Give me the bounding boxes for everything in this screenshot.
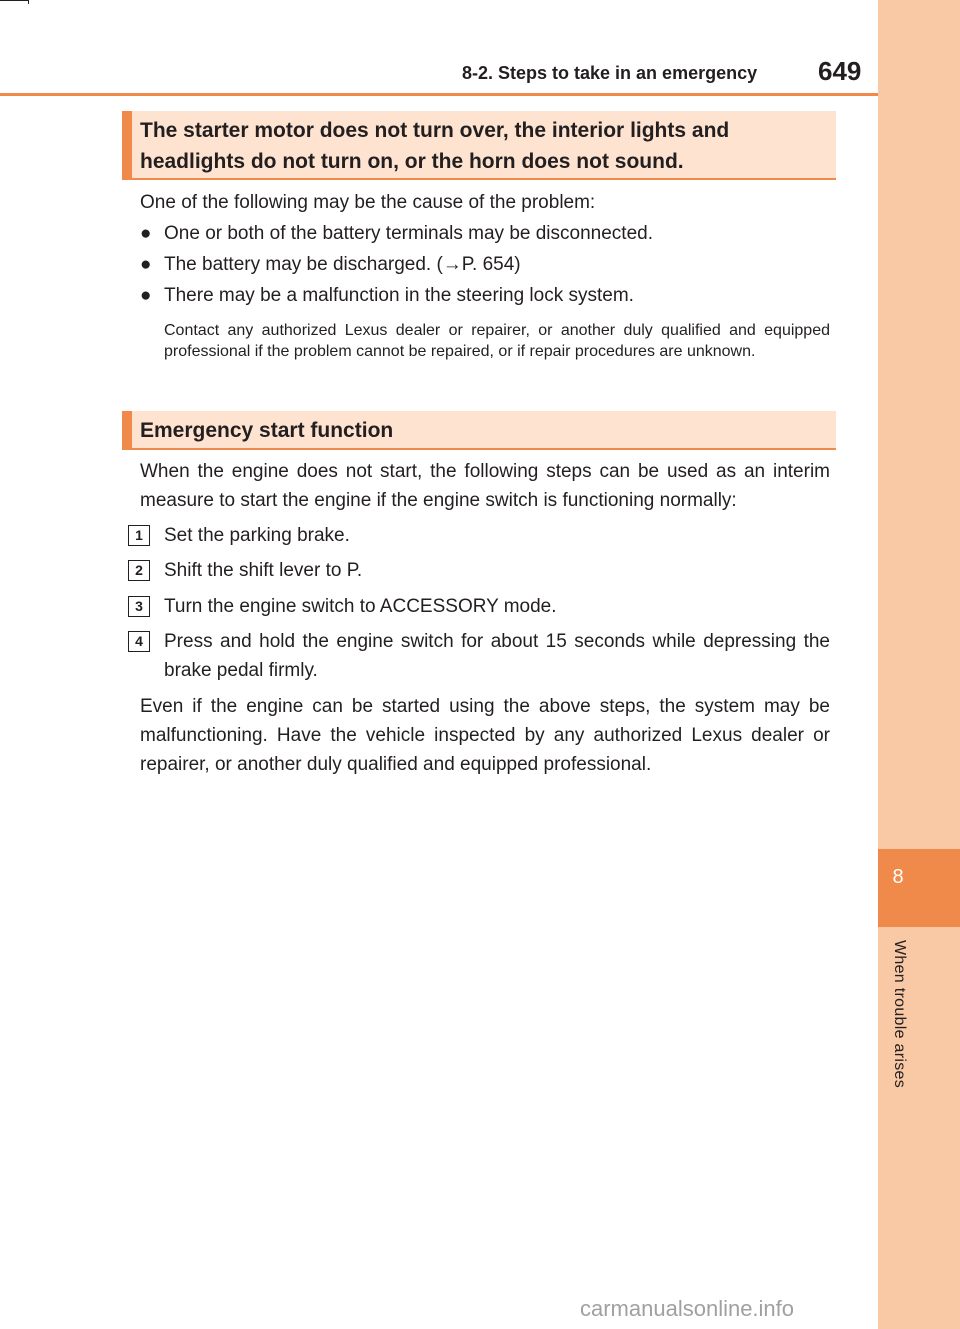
bullet-icon: ● xyxy=(140,285,152,306)
list-item-text: There may be a malfunction in the steering lock system. xyxy=(164,285,634,306)
bullet-icon: ● xyxy=(140,254,152,275)
section-title-emergency-start xyxy=(122,411,836,450)
crop-mark xyxy=(28,0,29,4)
step-number: 2 xyxy=(128,560,150,581)
list-item-text: The battery may be discharged. (→P. 654) xyxy=(164,254,521,275)
side-tab-strip xyxy=(878,0,960,1329)
step-text: Set the parking brake. xyxy=(164,525,350,546)
chapter-title: When trouble arises xyxy=(891,940,908,1088)
note-text: Contact any authorized Lexus dealer or repairer, or another duly qualified and equipped professional if the problem cannot be repaired, or if repair procedures are unknown. xyxy=(164,322,830,360)
header-rule xyxy=(0,93,878,96)
step-item xyxy=(128,556,830,585)
list-item xyxy=(140,219,830,248)
step-number: 4 xyxy=(128,631,150,652)
section-title-text: The starter motor does not turn over, the interior lights and headlights do not turn on, or the horn does not sound. xyxy=(140,119,730,173)
list-item xyxy=(140,250,830,279)
step-number: 1 xyxy=(128,525,150,546)
chapter-number: 8 xyxy=(892,866,904,888)
step-text: Shift the shift lever to P. xyxy=(164,560,363,581)
step-text: Press and hold the engine switch for about 15 seconds while depressing the brake pedal firmly. xyxy=(164,631,830,681)
section-title-text: Emergency start function xyxy=(140,419,394,442)
closing-text: Even if the engine can be started using the above steps, the system may be malfunctioning. Have the vehicle inspected by any authorized Lexus dealer or repairer, or another duly qualified and equipped professional. xyxy=(140,696,830,775)
section-title-starter xyxy=(122,111,836,180)
watermark-text: carmanualsonline.info xyxy=(580,1296,795,1321)
step-item xyxy=(128,592,830,621)
step-number: 3 xyxy=(128,596,150,617)
bullet-icon: ● xyxy=(140,223,152,244)
intro-text: When the engine does not start, the following steps can be used as an interim measure to start the engine if the engine switch is functioning normally: xyxy=(140,461,830,511)
step-text: Turn the engine switch to ACCESSORY mode. xyxy=(164,596,557,617)
crop-mark xyxy=(0,0,28,1)
header-section-title: 8-2. Steps to take in an emergency xyxy=(462,63,758,83)
intro-text: One of the following may be the cause of the problem: xyxy=(140,192,596,213)
step-item xyxy=(128,627,830,685)
list-item-text: One or both of the battery terminals may be disconnected. xyxy=(164,223,653,244)
step-item xyxy=(128,521,830,550)
list-item xyxy=(140,281,830,310)
page-number: 649 xyxy=(818,56,862,86)
